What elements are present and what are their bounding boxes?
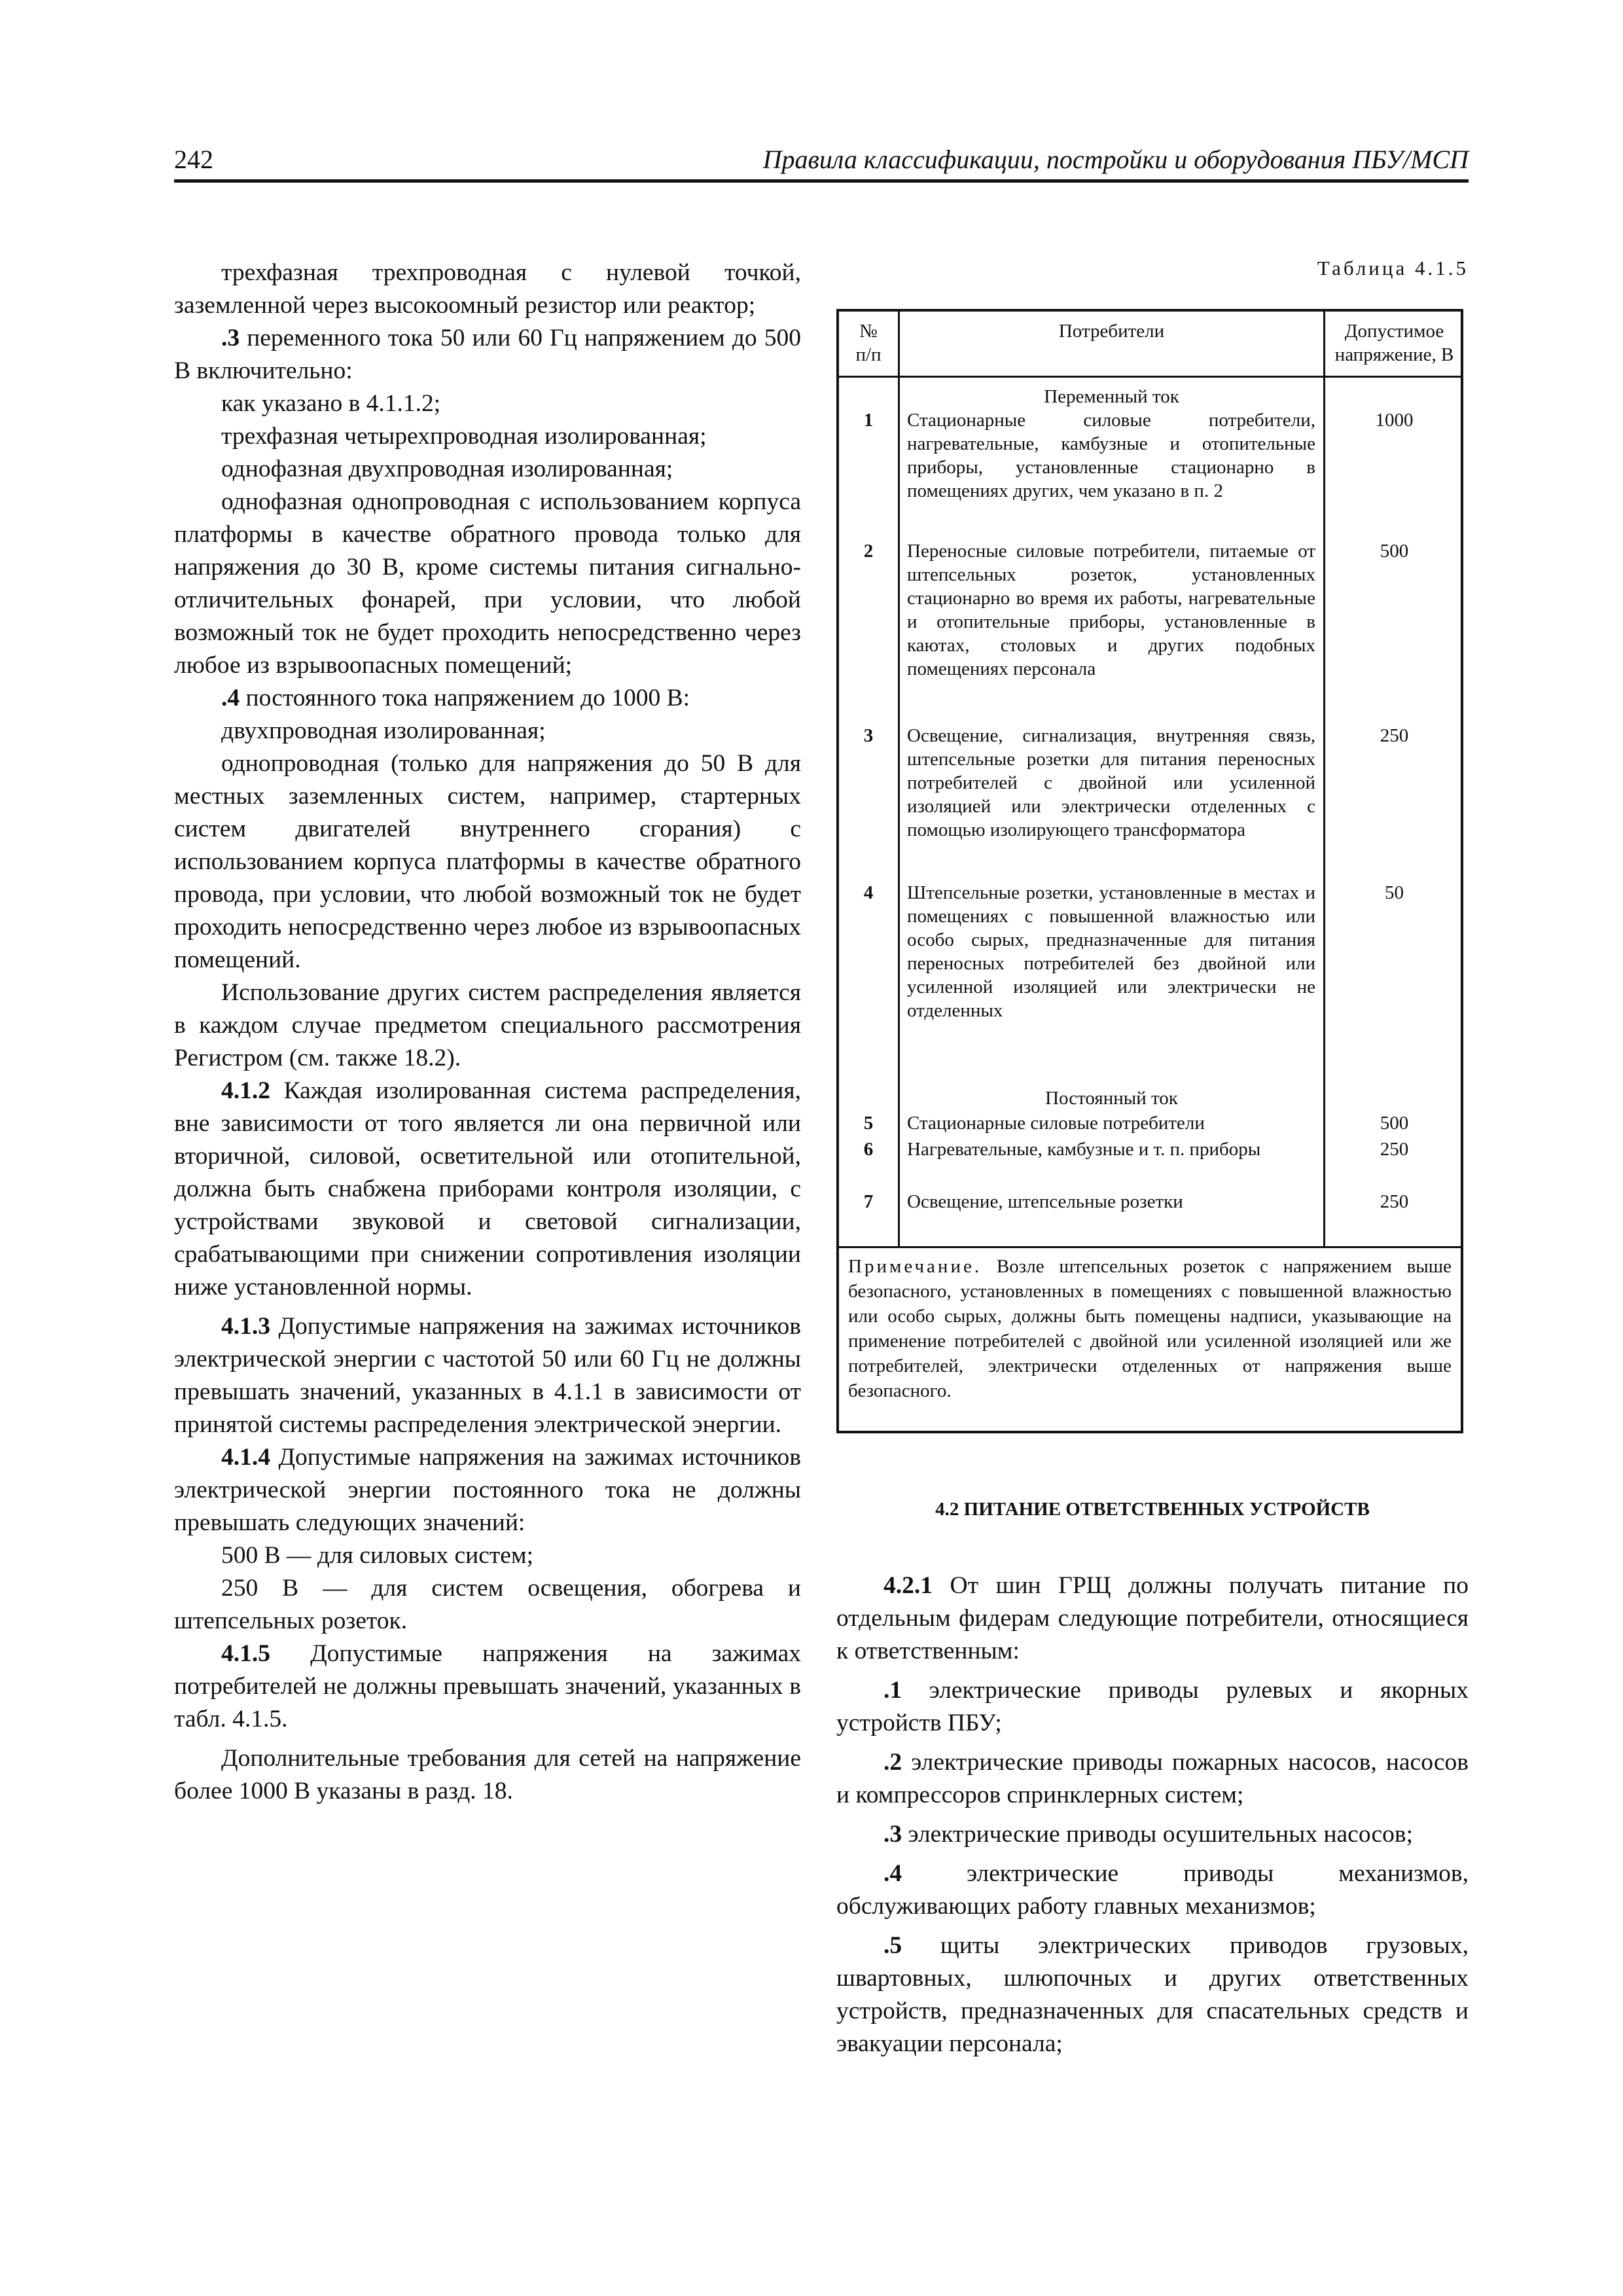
row-voltage: 250 bbox=[1380, 725, 1409, 746]
paragraph: 4.1.2 Каждая изолированная система распределения, вне зависимости от того является ли она первичной или вторичной, силовой, осветительной или отопительной, должна быть снабжена приборами контроля изоляции, с устройствами звуковой и световой сигнализации, срабатывающими при снижении сопротивления изоляции ниже установленной нормы. bbox=[174, 1077, 801, 1300]
row-consumers: Штепсельные розетки, установленные в местах и помещениях с повышенной влажностью или особо сырых, предназначенные для питания переносных потребителей без двойной или усиленной изоляцией или электрически не отделенных bbox=[907, 882, 1315, 1021]
paragraph: однофазная двухпроводная изолированная; bbox=[221, 456, 673, 482]
note-text: Возле штепсельных розеток с напряжением выше безопасного, установленных в помещениях с повышенной влажностью или особо сырых, должны быть помещены надписи, указывающие на применение потребителей с двойной или усиленной изоляцией или же потребителей, электрически отделенных от напряжения выше безопасного. bbox=[848, 1256, 1452, 1401]
row-number: 7 bbox=[863, 1191, 874, 1212]
paragraph: 4.1.5 Допустимые напряжения на зажимах потребителей не должны превышать значений, указанных в табл. 4.1.5. bbox=[174, 1640, 801, 1732]
row-voltage: 1000 bbox=[1375, 410, 1414, 431]
note-label: Примечание. bbox=[848, 1256, 982, 1277]
clause-number: .3 bbox=[883, 1821, 902, 1848]
paragraph: 4.2.1 От шин ГРЩ должны получать питание по отдельным фидерам следующие потребители, относящиеся к ответственным: bbox=[836, 1572, 1469, 1664]
clause-number: 4.1.5 bbox=[221, 1640, 270, 1667]
paragraph: Дополнительные требования для сетей на напряжение более 1000 В указаны в разд. 18. bbox=[174, 1745, 801, 1804]
clause-number: .3 bbox=[221, 325, 240, 351]
paragraph: 250 В — для систем освещения, обогрева и штепсельных розеток. bbox=[174, 1575, 801, 1634]
section-dc: Постоянный ток bbox=[1045, 1088, 1178, 1109]
paragraph: трехфазная трехпроводная с нулевой точкой, заземленной через высокоомный резистор или реактор; bbox=[174, 259, 801, 319]
header-num: № п/п bbox=[855, 321, 882, 365]
header-consumers: Потребители bbox=[1058, 321, 1165, 342]
clause-number: 4.1.3 bbox=[221, 1313, 270, 1340]
clause-number: .1 bbox=[883, 1677, 902, 1704]
paragraph: 4.1.4 Допустимые напряжения на зажимах источников электрической энергии постоянного тока не должны превышать следующих значений: bbox=[174, 1444, 801, 1536]
table-divider bbox=[839, 1246, 1461, 1248]
list-item: .4 электрические приводы механизмов, обслуживающих работу главных механизмов; bbox=[836, 1860, 1469, 1920]
list-item: .5 щиты электрических приводов грузовых, швартовных, шлюпочных и других ответственных устройств, предназначенных для спасательных средств и эвакуации персонала; bbox=[836, 1932, 1469, 2057]
list-item: .2 электрические приводы пожарных насосов, насосов и компрессоров спринклерных систем; bbox=[836, 1749, 1469, 1808]
table-divider bbox=[839, 376, 1461, 378]
clause-number: .4 bbox=[883, 1860, 902, 1887]
paragraph: двухпроводная изолированная; bbox=[221, 717, 546, 744]
paragraph: 4.1.3 Допустимые напряжения на зажимах источников электрической энергии с частотой 50 или 60 Гц не должны превышать значений, указанных в 4.1.1 в зависимости от принятой системы распределения электрической энергии. bbox=[174, 1313, 801, 1438]
row-voltage: 250 bbox=[1380, 1191, 1409, 1212]
right-column bbox=[836, 1570, 1469, 2060]
list-item: .3 электрические приводы осушительных насосов; bbox=[883, 1821, 1414, 1848]
clause-number: 4.1.4 bbox=[221, 1444, 270, 1471]
paragraph: .4 постоянного тока напряжением до 1000 В: bbox=[221, 685, 690, 711]
clause-number: .2 bbox=[883, 1749, 902, 1776]
row-number: 3 bbox=[863, 725, 874, 746]
row-consumers: Стационарные силовые потребители bbox=[907, 1113, 1205, 1134]
row-number: 1 bbox=[863, 410, 874, 431]
row-consumers: Освещение, сигнализация, внутренняя связь, штепсельные розетки для питания переносных потребителей с двойной или усиленной изоляцией или электрически отделенных с помощью изолирующего трансформатора bbox=[907, 725, 1315, 840]
list-item: .1 электрические приводы рулевых и якорных устройств ПБУ; bbox=[836, 1677, 1469, 1736]
clause-number: .5 bbox=[883, 1932, 902, 1959]
row-consumers: Нагревательные, камбузные и т. п. приборы bbox=[907, 1139, 1261, 1160]
row-voltage: 250 bbox=[1380, 1139, 1409, 1160]
row-consumers: Переносные силовые потребители, питаемые от штепсельных розеток, установленных стационарно во время их работы, нагревательные и отопительные приборы, установленные в каютах, столовых и других подобных помещениях персонала bbox=[907, 541, 1315, 679]
section-title: 4.2 ПИТАНИЕ ОТВЕТСТВЕННЫХ УСТРОЙСТВ bbox=[935, 1499, 1370, 1520]
row-number: 4 bbox=[863, 882, 874, 903]
row-consumers: Освещение, штепсельные розетки bbox=[907, 1191, 1183, 1212]
paragraph: .3 переменного тока 50 или 60 Гц напряжением до 500 В включительно: bbox=[174, 325, 801, 384]
page-number: 242 bbox=[174, 145, 213, 174]
running-title: Правила классификации, постройки и оборудования ПБУ/МСП bbox=[762, 145, 1469, 174]
left-column bbox=[174, 257, 801, 1808]
table-caption: Таблица 4.1.5 bbox=[1317, 257, 1469, 279]
row-number: 2 bbox=[863, 541, 874, 562]
row-voltage: 500 bbox=[1380, 541, 1409, 562]
paragraph: трехфазная четырехпроводная изолированная; bbox=[221, 423, 707, 450]
table-note bbox=[848, 1254, 1452, 1403]
clause-number: 4.1.2 bbox=[221, 1077, 270, 1104]
clause-number: 4.2.1 bbox=[883, 1572, 933, 1599]
header-voltage: Допустимое напряжение, В bbox=[1334, 321, 1454, 365]
section-ac: Переменный ток bbox=[1044, 386, 1179, 407]
voltage-table bbox=[836, 309, 1463, 1433]
row-number: 6 bbox=[863, 1139, 874, 1160]
row-voltage: 500 bbox=[1380, 1113, 1409, 1134]
row-number: 5 bbox=[863, 1113, 874, 1134]
row-voltage: 50 bbox=[1385, 882, 1404, 903]
table-divider bbox=[1323, 312, 1325, 1246]
clause-number: .4 bbox=[221, 685, 240, 711]
paragraph: Использование других систем распределения является в каждом случае предметом специального рассмотрения Регистром (см. также 18.2). bbox=[174, 979, 801, 1071]
page-header bbox=[174, 143, 1469, 183]
paragraph: как указано в 4.1.1.2; bbox=[221, 390, 441, 417]
paragraph: однофазная однопроводная с использованием корпуса платформы в качестве обратного провода только для напряжения до 30 В, кроме системы питания сигнально-отличительных фонарей, при условии, что любой возможный ток не будет проходить непосредственно через любое из взрывоопасных помещений; bbox=[174, 488, 801, 679]
paragraph: однопроводная (только для напряжения до 50 В для местных заземленных систем, например, стартерных систем двигателей внутреннего сгорания) с использованием корпуса платформы в качестве обратного провода, при условии, что любой возможный ток не будет проходить непосредственно через любое из взрывоопасных помещений. bbox=[174, 750, 801, 973]
row-consumers: Стационарные силовые потребители, нагревательные, камбузные и отопительные приборы, установленные стационарно в помещениях других, чем указано в п. 2 bbox=[907, 410, 1315, 501]
paragraph: 500 В — для силовых систем; bbox=[221, 1542, 534, 1569]
